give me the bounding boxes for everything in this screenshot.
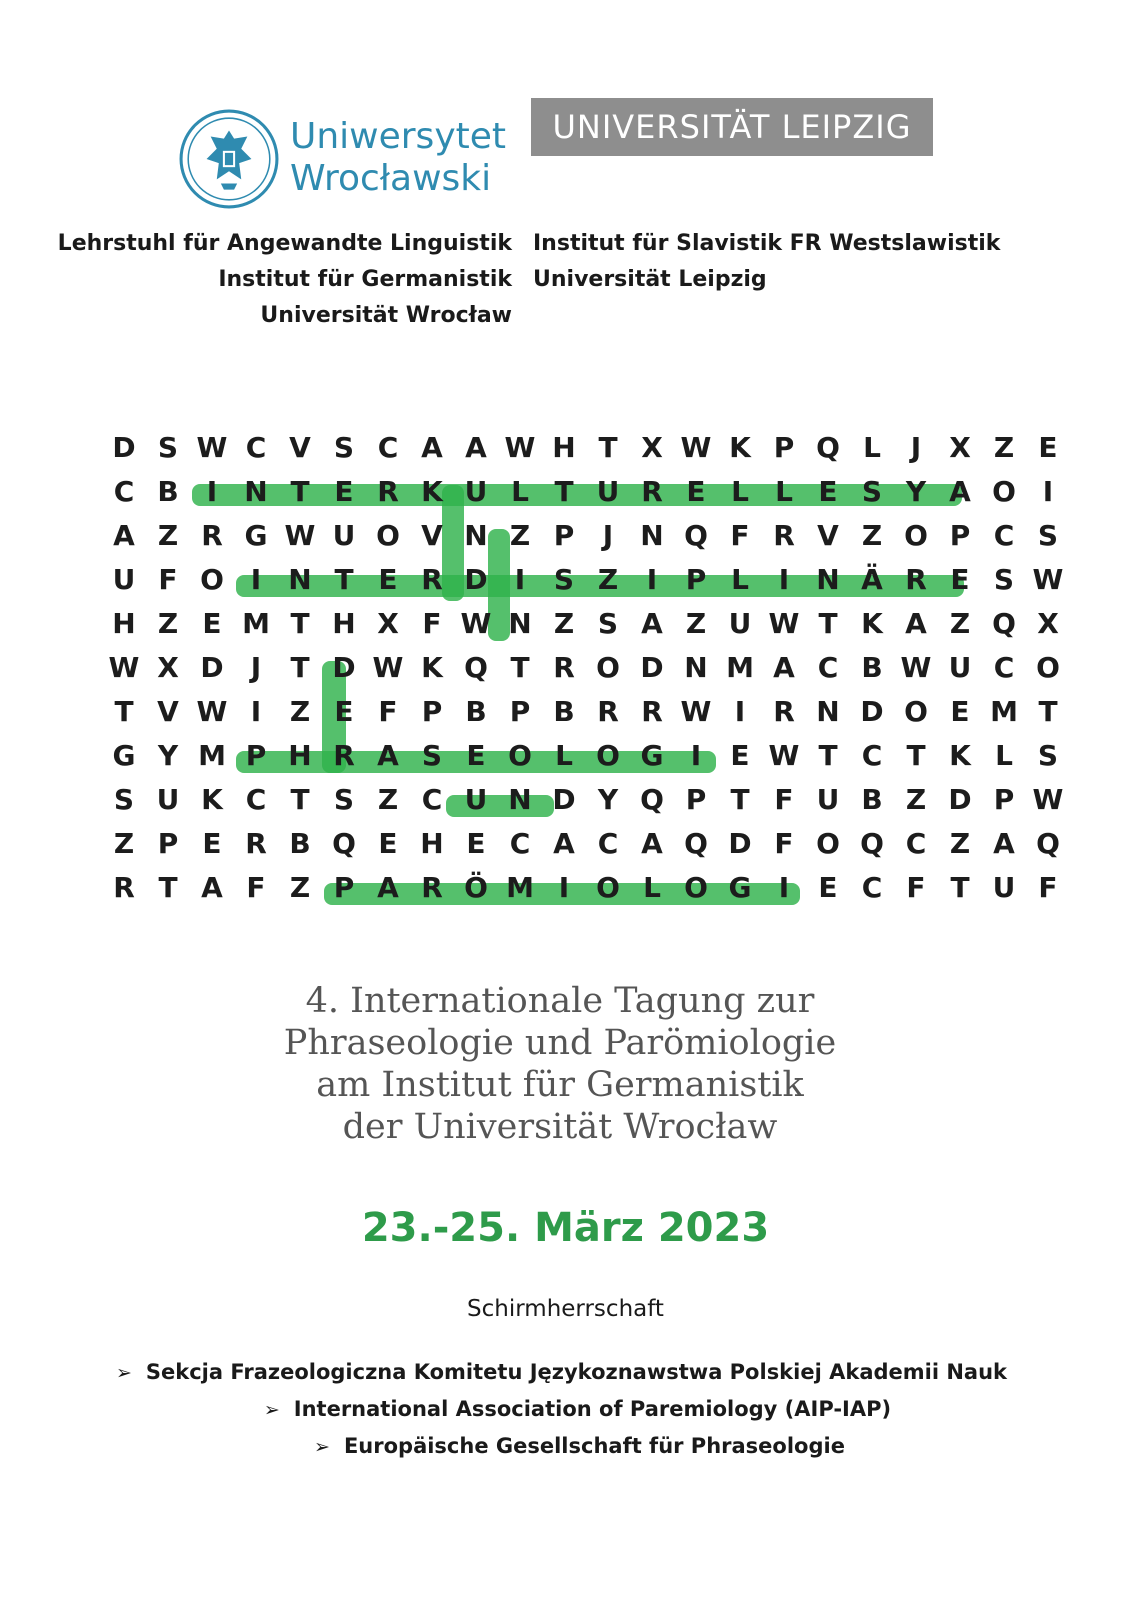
- puzzle-letter: P: [553, 519, 575, 552]
- puzzle-letter: Z: [993, 431, 1015, 464]
- puzzle-letter: A: [421, 431, 443, 464]
- puzzle-letter: L: [731, 475, 749, 508]
- puzzle-letter: O: [596, 651, 620, 684]
- wroclaw-university-logo: [178, 108, 508, 212]
- puzzle-letter: Z: [861, 519, 883, 552]
- puzzle-letter: E: [686, 475, 706, 508]
- puzzle-letter: J: [602, 519, 614, 552]
- puzzle-letter: E: [950, 695, 970, 728]
- puzzle-letter: I: [250, 563, 262, 596]
- institution-line: Lehrstuhl für Angewandte Linguistik: [57, 231, 512, 256]
- puzzle-letter: B: [289, 827, 311, 860]
- puzzle-letter: S: [157, 431, 179, 464]
- puzzle-letter: O: [992, 475, 1016, 508]
- puzzle-letter: R: [905, 563, 927, 596]
- puzzle-letter: C: [597, 827, 619, 860]
- puzzle-letter: N: [816, 695, 840, 728]
- puzzle-letter: M: [726, 651, 754, 684]
- patron-item: [0, 1391, 1131, 1428]
- puzzle-letter: W: [196, 431, 228, 464]
- puzzle-letter: U: [464, 475, 488, 508]
- puzzle-letter: E: [730, 739, 750, 772]
- puzzle-letter: P: [421, 695, 443, 728]
- title-line: der Universität Wrocław: [342, 1107, 778, 1147]
- puzzle-letter: E: [818, 871, 838, 904]
- puzzle-letter: T: [334, 563, 354, 596]
- puzzle-letter: I: [1042, 475, 1054, 508]
- conference-title: [260, 980, 860, 1148]
- puzzle-letter: A: [553, 827, 575, 860]
- puzzle-letter: D: [860, 695, 884, 728]
- puzzle-letter: A: [641, 827, 663, 860]
- puzzle-letter: R: [113, 871, 135, 904]
- puzzle-letter: F: [422, 607, 442, 640]
- puzzle-letter: R: [641, 695, 663, 728]
- puzzle-letter: F: [158, 563, 178, 596]
- puzzle-letter: R: [245, 827, 267, 860]
- puzzle-letter: S: [113, 783, 135, 816]
- institution-line: Institut für Germanistik: [218, 267, 512, 292]
- puzzle-letter: N: [508, 783, 532, 816]
- university-seal-icon: [178, 108, 280, 210]
- puzzle-letter: Q: [684, 519, 708, 552]
- patron-item: [0, 1428, 1131, 1465]
- puzzle-letter: T: [290, 475, 310, 508]
- puzzle-letter: N: [464, 519, 488, 552]
- puzzle-letter: D: [200, 651, 224, 684]
- puzzle-letter: G: [728, 871, 752, 904]
- puzzle-letter: S: [1037, 739, 1059, 772]
- puzzle-letter: D: [948, 783, 972, 816]
- puzzle-letter: C: [245, 783, 267, 816]
- puzzle-letter: V: [157, 695, 179, 728]
- puzzle-letter: N: [816, 563, 840, 596]
- puzzle-letter: H: [420, 827, 444, 860]
- puzzle-letter: E: [1038, 431, 1058, 464]
- puzzle-letter: P: [773, 431, 795, 464]
- puzzle-letter: C: [905, 827, 927, 860]
- patron-item: [0, 1354, 1131, 1391]
- puzzle-letter: S: [333, 431, 355, 464]
- puzzle-letter: C: [421, 783, 443, 816]
- puzzle-letter: Q: [332, 827, 356, 860]
- puzzle-letter: F: [774, 783, 794, 816]
- puzzle-letter: Z: [905, 783, 927, 816]
- puzzle-letter: V: [817, 519, 839, 552]
- puzzle-letter: Z: [949, 607, 971, 640]
- patronage-list: [0, 1354, 1131, 1465]
- puzzle-letter: I: [778, 871, 790, 904]
- puzzle-letter: P: [509, 695, 531, 728]
- puzzle-letter: P: [685, 783, 707, 816]
- wroclaw-logo-line-2: Wrocławski: [290, 158, 492, 199]
- puzzle-letter: R: [333, 739, 355, 772]
- puzzle-letter: O: [904, 695, 928, 728]
- puzzle-letter: I: [206, 475, 218, 508]
- puzzle-letter: Z: [157, 607, 179, 640]
- puzzle-letter: Z: [289, 871, 311, 904]
- puzzle-letter: B: [553, 695, 575, 728]
- puzzle-letter: F: [1038, 871, 1058, 904]
- puzzle-letter: C: [861, 739, 883, 772]
- puzzle-letter: O: [376, 519, 400, 552]
- puzzle-letter: D: [728, 827, 752, 860]
- puzzle-letter: B: [861, 783, 883, 816]
- puzzle-letter: O: [596, 871, 620, 904]
- puzzle-letter: H: [112, 607, 136, 640]
- puzzle-letter: O: [816, 827, 840, 860]
- puzzle-letter: X: [377, 607, 399, 640]
- puzzle-letter: E: [202, 607, 222, 640]
- puzzle-letter: V: [289, 431, 311, 464]
- puzzle-letter: X: [949, 431, 971, 464]
- puzzle-letter: Q: [640, 783, 664, 816]
- patron-name: Sekcja Frazeologiczna Komitetu Językoznawstwa Polskiej Akademii Nauk: [145, 1360, 1008, 1384]
- puzzle-letter: E: [202, 827, 222, 860]
- puzzle-letter: R: [377, 475, 399, 508]
- puzzle-letter: R: [641, 475, 663, 508]
- leipzig-university-logo: UNIVERSITÄT LEIPZIG: [531, 98, 933, 156]
- leipzig-institution: [533, 226, 1000, 298]
- puzzle-letter: G: [112, 739, 136, 772]
- puzzle-letter: A: [377, 739, 399, 772]
- puzzle-letter: Z: [157, 519, 179, 552]
- puzzle-letter: P: [685, 563, 707, 596]
- puzzle-letter: L: [511, 475, 529, 508]
- puzzle-letter: R: [421, 871, 443, 904]
- puzzle-letter: U: [112, 563, 136, 596]
- puzzle-letter: T: [290, 783, 310, 816]
- puzzle-letter: I: [646, 563, 658, 596]
- puzzle-letter: Y: [905, 475, 927, 508]
- puzzle-letter: C: [509, 827, 531, 860]
- puzzle-letter: U: [332, 519, 356, 552]
- puzzle-letter: T: [114, 695, 134, 728]
- puzzle-letter: Ä: [861, 563, 883, 596]
- puzzle-letter: Z: [597, 563, 619, 596]
- puzzle-letter: N: [640, 519, 664, 552]
- puzzle-letter: I: [558, 871, 570, 904]
- puzzle-letter: B: [861, 651, 883, 684]
- puzzle-letter: S: [993, 563, 1015, 596]
- title-line: Phraseologie und Parömiologie: [283, 1023, 837, 1063]
- puzzle-letter: S: [333, 783, 355, 816]
- puzzle-letter: E: [466, 739, 486, 772]
- puzzle-letter: O: [508, 739, 532, 772]
- puzzle-letter: T: [554, 475, 574, 508]
- puzzle-letter: A: [201, 871, 223, 904]
- puzzle-letter: K: [861, 607, 883, 640]
- puzzle-letter: D: [640, 651, 664, 684]
- puzzle-letter: O: [596, 739, 620, 772]
- puzzle-letter: K: [421, 651, 443, 684]
- puzzle-letter: W: [460, 607, 492, 640]
- puzzle-letter: O: [684, 871, 708, 904]
- puzzle-letter: F: [774, 827, 794, 860]
- puzzle-letter: W: [284, 519, 316, 552]
- puzzle-letter: W: [1032, 563, 1064, 596]
- puzzle-letter: L: [643, 871, 661, 904]
- puzzle-letter: D: [332, 651, 356, 684]
- arrow-bullet-icon: ➢: [115, 1362, 132, 1384]
- puzzle-letter: F: [730, 519, 750, 552]
- puzzle-letter: M: [990, 695, 1018, 728]
- puzzle-letter: T: [818, 739, 838, 772]
- puzzle-letter: H: [552, 431, 576, 464]
- puzzle-letter: A: [949, 475, 971, 508]
- puzzle-letter: K: [729, 431, 751, 464]
- puzzle-letter: T: [906, 739, 926, 772]
- puzzle-letter: P: [157, 827, 179, 860]
- puzzle-letter: X: [641, 431, 663, 464]
- puzzle-letter: N: [288, 563, 312, 596]
- puzzle-letter: S: [421, 739, 443, 772]
- puzzle-letter: V: [421, 519, 443, 552]
- puzzle-letter: D: [112, 431, 136, 464]
- puzzle-letter: A: [905, 607, 927, 640]
- patron-name: International Association of Paremiology (AIP-IAP): [293, 1397, 892, 1421]
- puzzle-letter: O: [904, 519, 928, 552]
- puzzle-letter: C: [993, 651, 1015, 684]
- puzzle-letter: A: [465, 431, 487, 464]
- puzzle-letter: N: [684, 651, 708, 684]
- puzzle-letter: A: [773, 651, 795, 684]
- puzzle-letter: O: [1036, 651, 1060, 684]
- puzzle-letter: Q: [860, 827, 884, 860]
- puzzle-letter: U: [464, 783, 488, 816]
- puzzle-letter: E: [378, 563, 398, 596]
- puzzle-letter: T: [1038, 695, 1058, 728]
- puzzle-letter: E: [334, 695, 354, 728]
- puzzle-letter: U: [992, 871, 1016, 904]
- puzzle-letter: P: [949, 519, 971, 552]
- puzzle-letter: W: [900, 651, 932, 684]
- puzzle-letter: T: [598, 431, 618, 464]
- puzzle-letter: X: [157, 651, 179, 684]
- puzzle-letter: T: [730, 783, 750, 816]
- patron-name: Europäische Gesellschaft für Phraseologie: [343, 1434, 845, 1458]
- puzzle-letter: S: [861, 475, 883, 508]
- puzzle-letter: I: [514, 563, 526, 596]
- wroclaw-logo-text: [290, 116, 506, 200]
- puzzle-letter: W: [1032, 783, 1064, 816]
- puzzle-letter: F: [378, 695, 398, 728]
- puzzle-letter: Z: [113, 827, 135, 860]
- puzzle-letter: W: [504, 431, 536, 464]
- puzzle-letter: C: [993, 519, 1015, 552]
- puzzle-letter: Y: [157, 739, 179, 772]
- puzzle-letter: Z: [509, 519, 531, 552]
- puzzle-letter: L: [995, 739, 1013, 772]
- puzzle-letter: A: [377, 871, 399, 904]
- puzzle-letter: K: [421, 475, 443, 508]
- puzzle-letter: C: [817, 651, 839, 684]
- puzzle-letter: M: [506, 871, 534, 904]
- institution-line: Universität Leipzig: [533, 267, 767, 292]
- puzzle-letter: T: [290, 607, 310, 640]
- puzzle-letter: W: [196, 695, 228, 728]
- puzzle-letter: R: [773, 695, 795, 728]
- puzzle-letter: W: [680, 695, 712, 728]
- puzzle-letter: F: [906, 871, 926, 904]
- puzzle-letter: E: [950, 563, 970, 596]
- puzzle-letter: E: [466, 827, 486, 860]
- puzzle-letter: R: [597, 695, 619, 728]
- puzzle-letter: E: [818, 475, 838, 508]
- puzzle-letter: Y: [597, 783, 619, 816]
- puzzle-letter: U: [156, 783, 180, 816]
- puzzle-letter: G: [244, 519, 268, 552]
- puzzle-letter: Q: [684, 827, 708, 860]
- puzzle-letter: S: [1037, 519, 1059, 552]
- puzzle-letter: O: [200, 563, 224, 596]
- puzzle-letter: Q: [816, 431, 840, 464]
- puzzle-letter: L: [555, 739, 573, 772]
- patronage-heading: Schirmherrschaft: [467, 1296, 664, 1322]
- puzzle-letter: R: [201, 519, 223, 552]
- puzzle-letter: Z: [377, 783, 399, 816]
- puzzle-letter: S: [553, 563, 575, 596]
- puzzle-letter: L: [863, 431, 881, 464]
- word-search-puzzle: [102, 425, 1064, 945]
- puzzle-letter: A: [113, 519, 135, 552]
- puzzle-letter: K: [949, 739, 971, 772]
- puzzle-letter: W: [768, 739, 800, 772]
- puzzle-letter: J: [250, 651, 262, 684]
- puzzle-letter: P: [993, 783, 1015, 816]
- institution-line: Institut für Slavistik FR Westslawistik: [533, 231, 1001, 256]
- puzzle-letter: T: [510, 651, 530, 684]
- arrow-bullet-icon: ➢: [263, 1399, 280, 1421]
- puzzle-letter: G: [640, 739, 664, 772]
- puzzle-letter: W: [372, 651, 404, 684]
- puzzle-letter: W: [680, 431, 712, 464]
- institution-line: Universität Wrocław: [260, 303, 512, 328]
- puzzle-letter: L: [731, 563, 749, 596]
- wroclaw-logo-line-1: Uniwersytet: [290, 116, 506, 157]
- puzzle-letter: J: [910, 431, 922, 464]
- puzzle-letter: N: [508, 607, 532, 640]
- puzzle-letter: S: [597, 607, 619, 640]
- puzzle-letter: Ö: [464, 871, 488, 904]
- puzzle-letter: P: [333, 871, 355, 904]
- puzzle-letter: I: [690, 739, 702, 772]
- puzzle-letter: U: [948, 651, 972, 684]
- puzzle-letter: H: [332, 607, 356, 640]
- puzzle-letter: R: [421, 563, 443, 596]
- puzzle-letter: R: [553, 651, 575, 684]
- arrow-bullet-icon: ➢: [314, 1436, 330, 1458]
- puzzle-letter: C: [245, 431, 267, 464]
- puzzle-letter: T: [158, 871, 178, 904]
- puzzle-letter: N: [244, 475, 268, 508]
- puzzle-letter: K: [201, 783, 223, 816]
- puzzle-letter: D: [464, 563, 488, 596]
- puzzle-letter: R: [773, 519, 795, 552]
- puzzle-letter: F: [246, 871, 266, 904]
- puzzle-letter: Z: [949, 827, 971, 860]
- wroclaw-institution: [0, 226, 512, 334]
- puzzle-letter: T: [950, 871, 970, 904]
- puzzle-letter: Q: [464, 651, 488, 684]
- title-line: am Institut für Germanistik: [316, 1065, 804, 1105]
- puzzle-letter: M: [198, 739, 226, 772]
- puzzle-letter: D: [552, 783, 576, 816]
- puzzle-letter: I: [778, 563, 790, 596]
- puzzle-letter: I: [250, 695, 262, 728]
- puzzle-letter: P: [245, 739, 267, 772]
- puzzle-letter: Q: [1036, 827, 1060, 860]
- puzzle-letter: C: [377, 431, 399, 464]
- puzzle-letter: Z: [289, 695, 311, 728]
- puzzle-letter: B: [465, 695, 487, 728]
- puzzle-letter: A: [993, 827, 1015, 860]
- puzzle-letter: X: [1037, 607, 1059, 640]
- puzzle-letter: T: [290, 651, 310, 684]
- puzzle-letter: M: [242, 607, 270, 640]
- puzzle-letter: W: [768, 607, 800, 640]
- puzzle-letter: U: [728, 607, 752, 640]
- puzzle-letter: B: [157, 475, 179, 508]
- puzzle-letter: Q: [992, 607, 1016, 640]
- puzzle-letter: W: [108, 651, 140, 684]
- puzzle-letter: L: [775, 475, 793, 508]
- title-line: 4. Internationale Tagung zur: [305, 981, 815, 1021]
- puzzle-letter: A: [641, 607, 663, 640]
- conference-date: 23.-25. März 2023: [361, 1205, 770, 1251]
- puzzle-letter: I: [734, 695, 746, 728]
- puzzle-letter: E: [334, 475, 354, 508]
- puzzle-letter: C: [861, 871, 883, 904]
- puzzle-letter: Z: [553, 607, 575, 640]
- puzzle-letter: E: [378, 827, 398, 860]
- puzzle-letter: Z: [685, 607, 707, 640]
- puzzle-letter: H: [288, 739, 312, 772]
- puzzle-letter: U: [816, 783, 840, 816]
- puzzle-letter: C: [113, 475, 135, 508]
- puzzle-letter: U: [596, 475, 620, 508]
- puzzle-letter: T: [818, 607, 838, 640]
